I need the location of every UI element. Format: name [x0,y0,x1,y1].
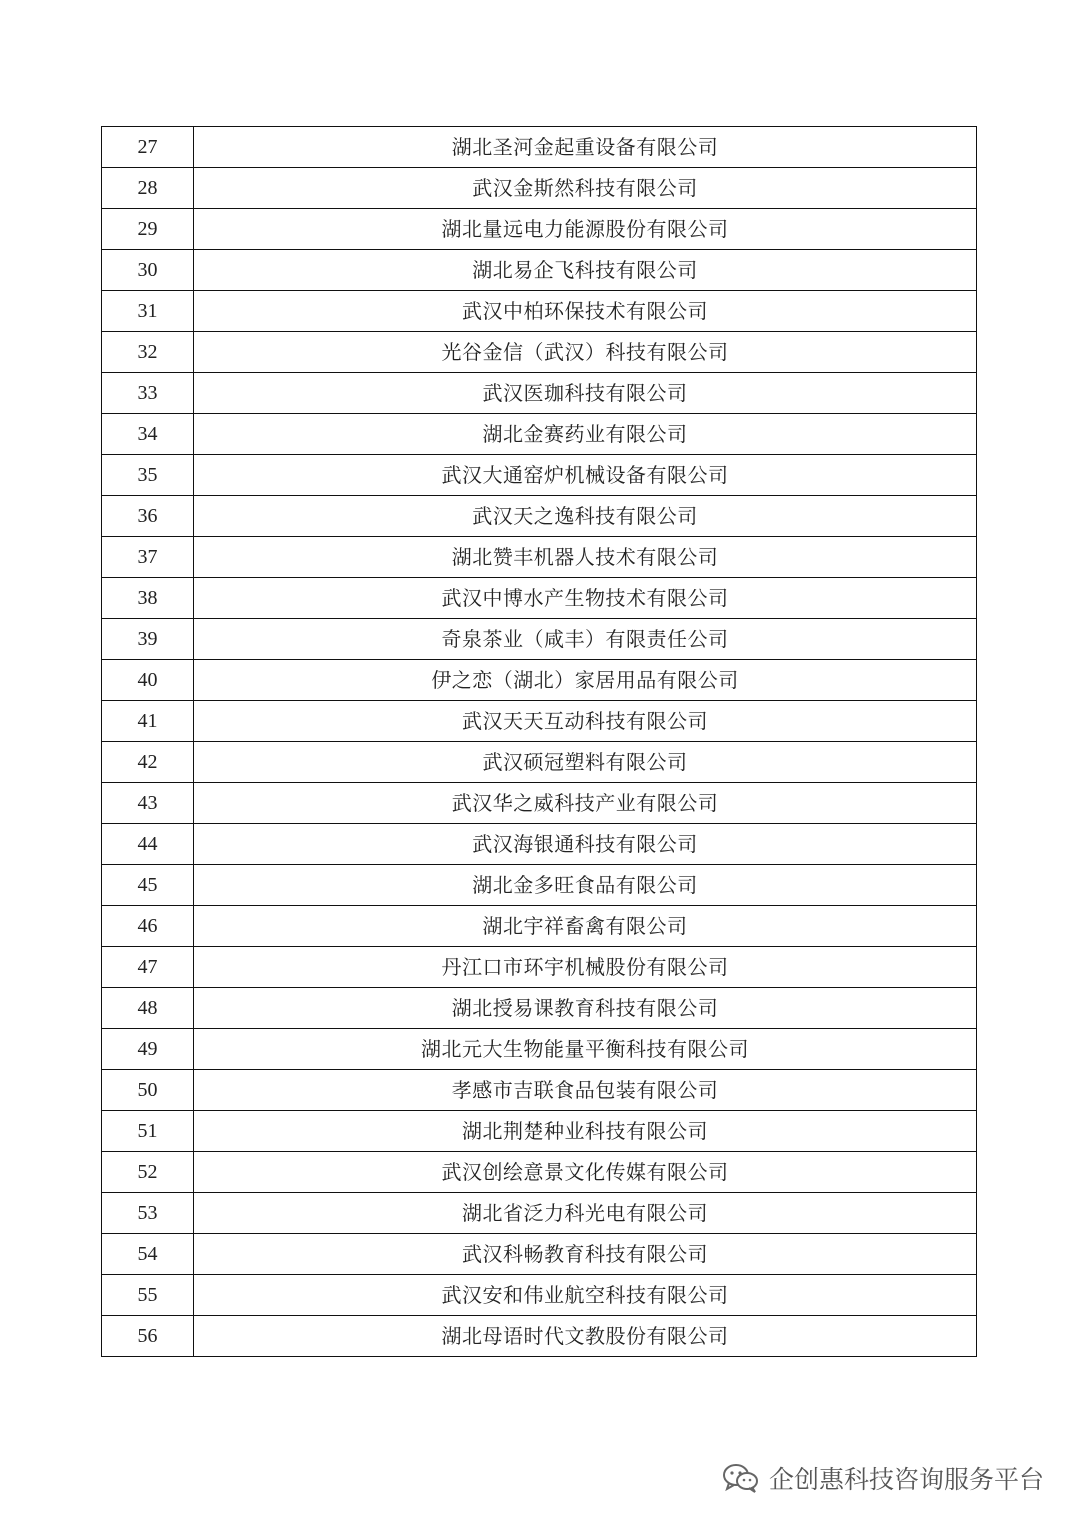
company-name: 武汉海银通科技有限公司 [194,824,977,865]
company-name: 湖北荆楚种业科技有限公司 [194,1111,977,1152]
row-number: 42 [102,742,194,783]
row-number: 51 [102,1111,194,1152]
table-row [102,168,977,209]
table-row [102,496,977,537]
table-row [102,1152,977,1193]
company-name: 湖北授易课教育科技有限公司 [194,988,977,1029]
table-row [102,1275,977,1316]
company-name: 湖北元大生物能量平衡科技有限公司 [194,1029,977,1070]
table-row [102,291,977,332]
row-number: 27 [102,127,194,168]
company-name: 湖北赞丰机器人技术有限公司 [194,537,977,578]
company-name: 武汉中博水产生物技术有限公司 [194,578,977,619]
company-name: 孝感市吉联食品包装有限公司 [194,1070,977,1111]
row-number: 53 [102,1193,194,1234]
company-name: 光谷金信（武汉）科技有限公司 [194,332,977,373]
company-name: 湖北母语时代文教股份有限公司 [194,1316,977,1357]
table-row [102,988,977,1029]
company-name: 湖北宇祥畜禽有限公司 [194,906,977,947]
table-row [102,824,977,865]
row-number: 46 [102,906,194,947]
row-number: 38 [102,578,194,619]
company-name: 湖北易企飞科技有限公司 [194,250,977,291]
row-number: 33 [102,373,194,414]
row-number: 34 [102,414,194,455]
row-number: 37 [102,537,194,578]
row-number: 30 [102,250,194,291]
table-row [102,1029,977,1070]
company-name: 武汉天之逸科技有限公司 [194,496,977,537]
row-number: 41 [102,701,194,742]
row-number: 43 [102,783,194,824]
company-name: 奇泉茶业（咸丰）有限责任公司 [194,619,977,660]
company-name: 武汉天天互动科技有限公司 [194,701,977,742]
table-row [102,865,977,906]
table-row [102,209,977,250]
table-row [102,742,977,783]
row-number: 50 [102,1070,194,1111]
company-name: 武汉中柏环保技术有限公司 [194,291,977,332]
row-number: 47 [102,947,194,988]
table-row [102,250,977,291]
company-name: 丹江口市环宇机械股份有限公司 [194,947,977,988]
row-number: 52 [102,1152,194,1193]
company-name: 武汉硕冠塑料有限公司 [194,742,977,783]
table-body [102,127,977,1357]
row-number: 40 [102,660,194,701]
company-name: 武汉华之威科技产业有限公司 [194,783,977,824]
table-row [102,455,977,496]
table-row [102,1234,977,1275]
company-name: 伊之恋（湖北）家居用品有限公司 [194,660,977,701]
table-row [102,660,977,701]
table-row [102,578,977,619]
row-number: 32 [102,332,194,373]
company-name: 武汉医珈科技有限公司 [194,373,977,414]
company-name: 武汉安和伟业航空科技有限公司 [194,1275,977,1316]
row-number: 44 [102,824,194,865]
table-row [102,127,977,168]
table-row [102,947,977,988]
company-name: 湖北金赛药业有限公司 [194,414,977,455]
table-row [102,332,977,373]
table-row [102,619,977,660]
company-name: 湖北圣河金起重设备有限公司 [194,127,977,168]
row-number: 28 [102,168,194,209]
table-row [102,1316,977,1357]
company-name: 武汉科畅教育科技有限公司 [194,1234,977,1275]
row-number: 36 [102,496,194,537]
wechat-icon [721,1462,761,1494]
row-number: 39 [102,619,194,660]
row-number: 35 [102,455,194,496]
company-list-table [101,126,977,1357]
row-number: 45 [102,865,194,906]
table-row [102,906,977,947]
table-row [102,1111,977,1152]
company-name: 湖北量远电力能源股份有限公司 [194,209,977,250]
watermark-text: 企创惠科技咨询服务平台 [768,1465,1044,1494]
row-number: 49 [102,1029,194,1070]
table-row [102,414,977,455]
row-number: 56 [102,1316,194,1357]
row-number: 48 [102,988,194,1029]
table-row [102,783,977,824]
watermark [721,1460,1044,1496]
row-number: 55 [102,1275,194,1316]
table-row [102,701,977,742]
table-row [102,1070,977,1111]
table-row [102,373,977,414]
row-number: 54 [102,1234,194,1275]
company-name: 武汉创绘意景文化传媒有限公司 [194,1152,977,1193]
company-name: 武汉金斯然科技有限公司 [194,168,977,209]
row-number: 29 [102,209,194,250]
company-name: 湖北金多旺食品有限公司 [194,865,977,906]
table-row [102,537,977,578]
company-name: 武汉大通窑炉机械设备有限公司 [194,455,977,496]
row-number: 31 [102,291,194,332]
company-name: 湖北省泛力科光电有限公司 [194,1193,977,1234]
table-row [102,1193,977,1234]
